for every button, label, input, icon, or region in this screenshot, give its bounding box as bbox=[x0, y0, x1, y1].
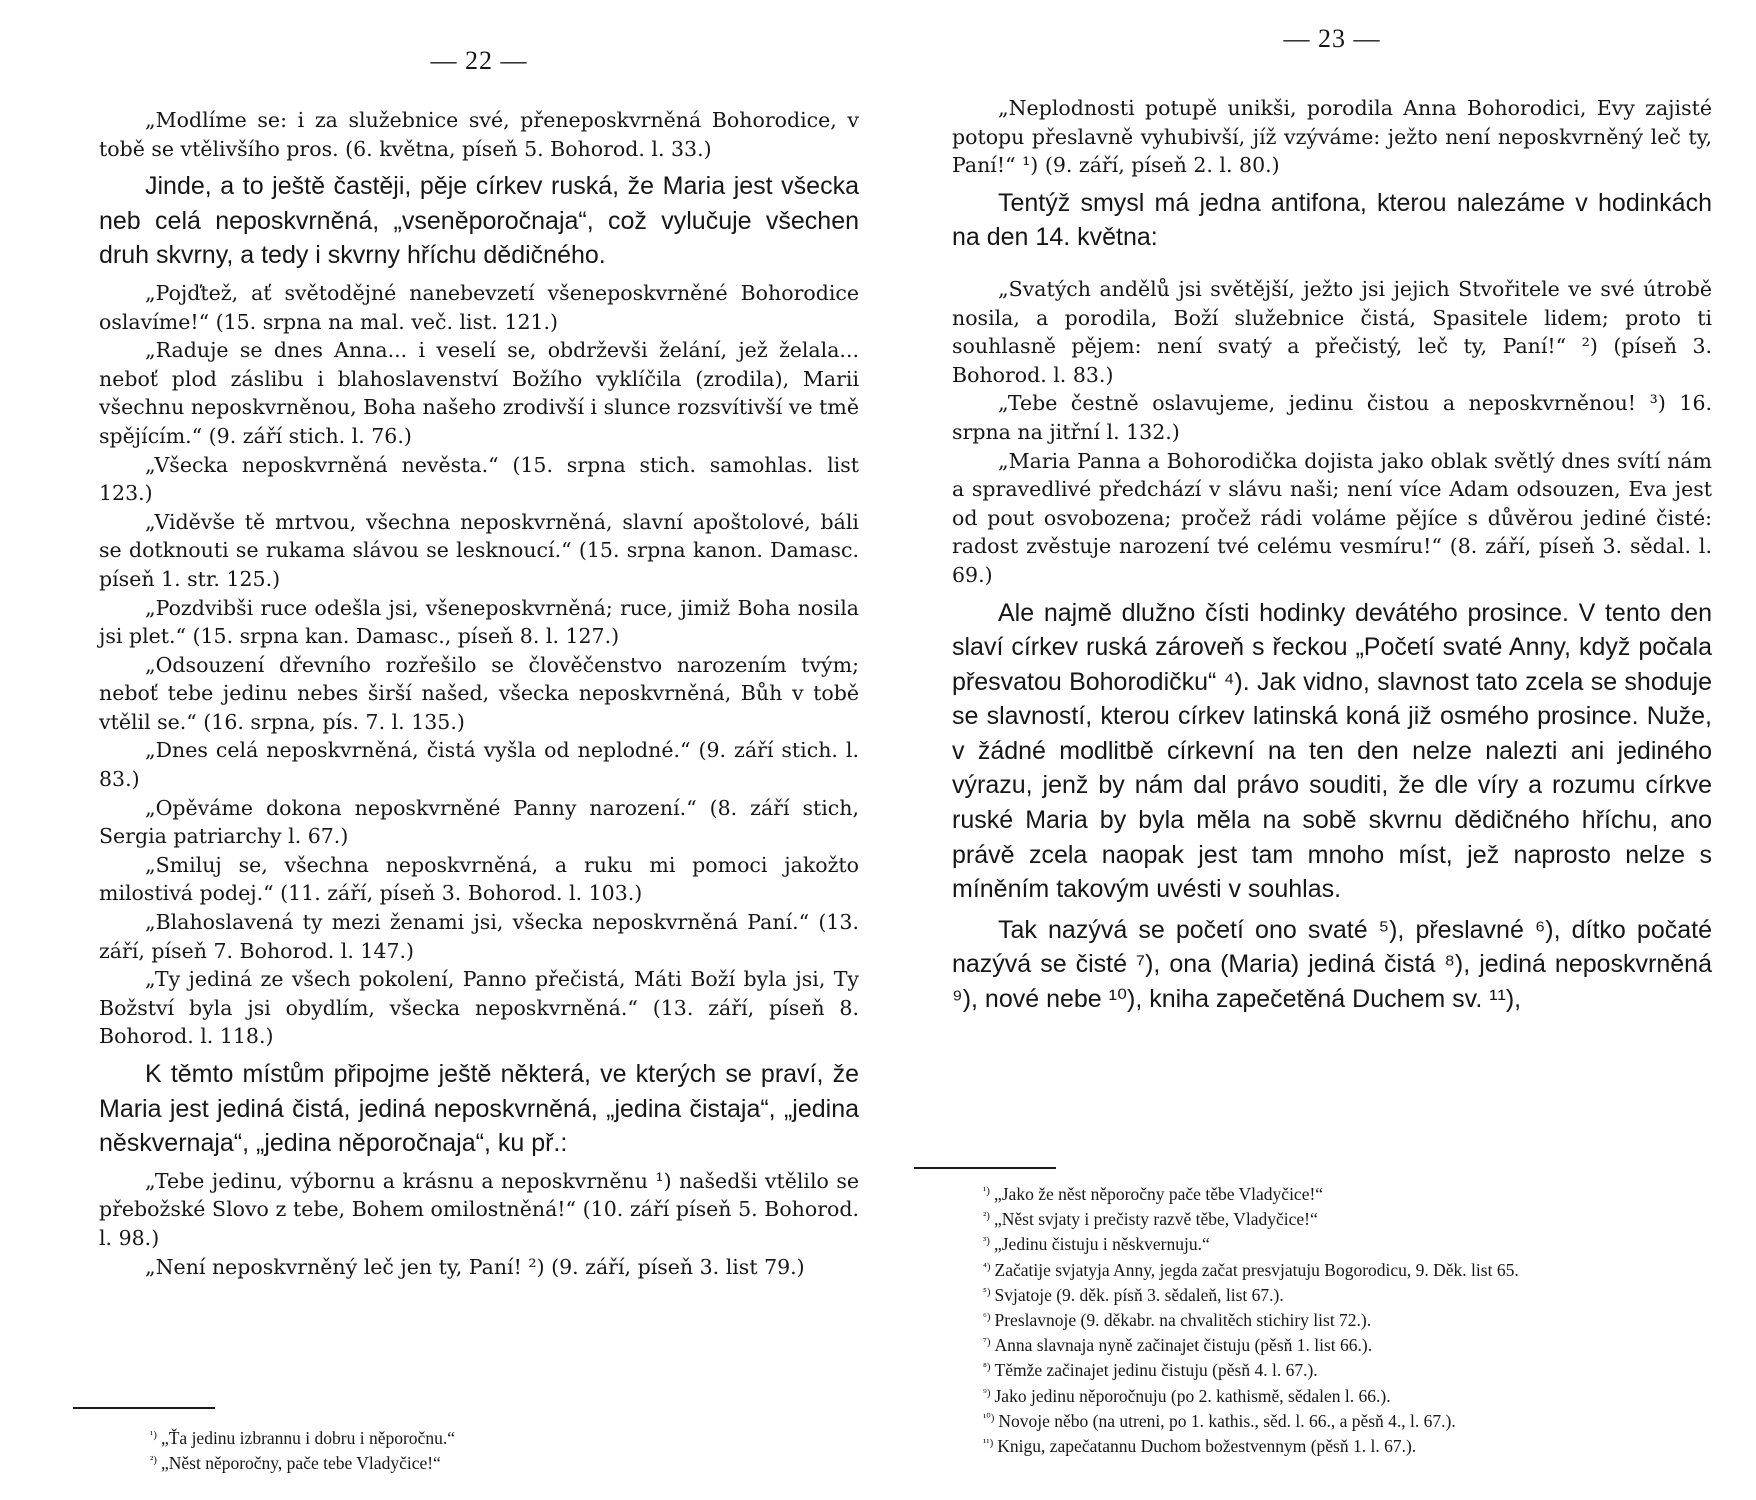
quote-paragraph: „Tebe čestně oslavujeme, jedinu čistou a neposkvrněnou! ³) 16. srpna na jitřní l. 132.) bbox=[952, 391, 1712, 444]
body-paragraph: Tentýž smysl má jedna antifona, kterou nalezáme v hodinkách na den 14. května: bbox=[952, 188, 1712, 252]
page-number: — 22 — bbox=[430, 46, 528, 75]
quote-paragraph: „Viděvše tě mrtvou, všechna neposkvrněná, slavní apoštolové, báli se dotknouti se rukama slávou se lesknoucí.“ (15. srpna kanon. Damasc. píseň 1. str. 125.) bbox=[99, 509, 859, 591]
footnote-rule bbox=[73, 1407, 215, 1409]
footnote bbox=[150, 1424, 850, 1449]
footnote bbox=[908, 1407, 1692, 1432]
footnote-text: Těmže začinajet jedinu čistuju (pěsň 4. l. 67.). bbox=[994, 1360, 1318, 1381]
footnote-mark: ⁵) bbox=[983, 1285, 991, 1298]
footnote-text: „Jedinu čistuju i něskvernuju.“ bbox=[993, 1234, 1210, 1255]
footnote bbox=[908, 1432, 1692, 1457]
footnote bbox=[908, 1205, 1692, 1230]
footnote-mark: ³) bbox=[983, 1235, 990, 1248]
body-paragraph: Jinde, a to ještě častěji, pěje církev ruská, že Maria jest všecka neb celá neposkvrněná, „vseněporočnaja“, což vylučuje všechen druh skvrny, a tedy i skvrny hříchu dědičného. bbox=[99, 172, 859, 270]
footnote-text: Preslavnoje (9. děkabr. na chvalitěch stichiry list 72.). bbox=[994, 1310, 1372, 1331]
quote-paragraph: „Svatých andělů jsi světější, ježto jsi jejich Stvořitele ve své útrobě nosila, a porodila, Boží služebnice čistá, Spasitele lidem; proto ti souhlasně pějem: není svatý a přečistý, leč ty, Paní!“ ²) (píseň 3. Bohorod. l. 83.) bbox=[952, 276, 1712, 387]
footnote-text: Začatije svjatyja Anny, jegda začat presvjatuju Bogorodicu, 9. Děk. list 65. bbox=[994, 1259, 1519, 1280]
quote-paragraph: „Dnes celá neposkvrněná, čistá vyšla od neplodné.“ (9. září stich. l. 83.) bbox=[99, 738, 859, 792]
footnote bbox=[908, 1230, 1692, 1255]
footnote-text: „Něst něporočny, pače tebe Vladyčice!“ bbox=[160, 1453, 441, 1474]
footnote-text: Jako jedinu něporočnuju (po 2. kathismě, sědalen l. 66.). bbox=[994, 1385, 1391, 1406]
quote-paragraph: „Odsouzení dřevního rozřešilo se člověčenstvo narozením tvým; neboť tebe jedinu nebes širší našed, všecka neposkvrněná, Bůh v tobě vtělil se.“ (16. srpna, pís. 7. l. 135.) bbox=[99, 652, 859, 734]
footnote bbox=[908, 1180, 1692, 1205]
footnote-mark: ⁹) bbox=[983, 1386, 991, 1399]
footnote-text: Svjatoje (9. děk. písň 3. sědaleň, list 67.). bbox=[994, 1284, 1284, 1305]
footnote-text: Novoje něbo (na utreni, po 1. kathis., sěd. l. 66., a pěsň 4., l. 67.). bbox=[998, 1410, 1456, 1431]
quote-paragraph: „Raduje se dnes Anna... i veselí se, obdrževši želání, jež želala... neboť plod záslibu i blahoslavenství Božího vyklíčila (zrodila), Marii všechnu neposkvrněnou, Boha našeho zrodivší i slunce rozsvítivší ve tmě spějícím.“ (9. září stich. l. 76.) bbox=[99, 338, 859, 448]
quote-paragraph: „Pozdvibši ruce odešla jsi, všeneposkvrněná; ruce, jimiž Boha nosila jsi plet.“ (15. srpna kan. Damasc., píseň 8. l. 127.) bbox=[99, 595, 859, 649]
footnote-text: „Něst svjaty i prečisty razvě těbe, Vladyčice!“ bbox=[993, 1209, 1318, 1230]
footnote bbox=[908, 1331, 1692, 1356]
quote-paragraph: „Ty jediná ze všech pokolení, Panno přečistá, Máti Boží byla jsi, Ty Božství byla jsi obydlím, všecka neposkvrněná.“ (13. září, píseň 8. Bohorod. l. 118.) bbox=[99, 967, 859, 1049]
page-number: — 23 — bbox=[1283, 24, 1381, 53]
footnote-text: Knigu, zapečatannu Duchom božestvennym (pěsň 1. l. 67.). bbox=[997, 1436, 1417, 1457]
quote-paragraph: „Maria Panna a Bohorodička dojista jako oblak světlý dnes svítí nám a spravedlivé předchází v slávu naši; není více Adam odsouzen, Eva jest od pout osvobozena; pročež rádi voláme pějíce s důvěrou jediné čisté: radost zvěstuje narození tvé celému vesmíru!“ (8. září, píseň 3. sědal. l. 69.) bbox=[952, 448, 1712, 587]
footnote-text: „Ťa jedinu izbrannu i dobru i něporočnu.“ bbox=[160, 1428, 455, 1448]
quote-paragraph: „Modlíme se: i za služebnice své, přeneposkvrněná Bohorodice, v tobě se vtělivšího pros. (6. května, píseň 5. Bohorod. l. 33.) bbox=[99, 108, 859, 161]
footnote bbox=[908, 1306, 1692, 1331]
footnotes bbox=[908, 1180, 1692, 1457]
body-paragraph: Tak nazývá se početí ono svaté ⁵), přeslavné ⁶), dítko počaté nazývá se čisté ⁷), ona (Maria) jediná čistá ⁸), jediná neposkvrněná ⁹), nové nebe ¹⁰), kniha zapečetěná Duchem sv. ¹¹), bbox=[952, 915, 1712, 1014]
spacer bbox=[952, 261, 1712, 275]
footnote-rule bbox=[914, 1167, 1056, 1169]
footnote-mark: ¹¹) bbox=[983, 1437, 994, 1450]
footnote bbox=[908, 1281, 1692, 1306]
footnote bbox=[150, 1449, 850, 1474]
quote-paragraph: „Neplodnosti potupě unikši, porodila Anna Bohorodici, Evy zajisté potopu přeslavně vyhubivší, jíž vzýváme: ježto není neposkvrněný leč ty, Paní!“ ¹) (9. září, píseň 2. l. 80.) bbox=[952, 96, 1712, 178]
footnote-mark: ⁷) bbox=[983, 1336, 991, 1349]
body-paragraph: Ale najmě dlužno čísti hodinky devátého prosince. V tento den slaví církev ruská zároveň s řeckou „Početí svaté Anny, když počala přesvatou Bohorodičku“ ⁴). Jak vidno, slavnost tato zcela se shoduje se slavností, kterou církev latinská koná již osmého prosince. Nuže, v žádné modlitbě církevní na ten den nelze nalezti ani jediného výrazu, jenž by nám dal právo souditi, že dle víry a rozumu církve ruské Maria by byla měla na sobě skvrnu dědičného hříchu, ano právě zcela naopak jest tam mnoho míst, jež naprosto nelze s míněním takovým uvésti v souhlas. bbox=[952, 598, 1712, 904]
footnote-text: Anna slavnaja nyně začinajet čistuju (pěsň 1. list 66.). bbox=[994, 1335, 1373, 1356]
footnote-text: „Jako že něst něporočny pače těbe Vladyčice!“ bbox=[993, 1184, 1324, 1204]
footnote-mark: ²) bbox=[150, 1454, 157, 1467]
footnote-mark: ⁴) bbox=[983, 1260, 991, 1273]
footnote bbox=[908, 1356, 1692, 1381]
quote-paragraph: „Tebe jedinu, výbornu a krásnu a neposkvrněnu ¹) našedši vtělilo se přebožské Slovo z tebe, Bohem omilostněná!“ (10. září píseň 5. Bohorod. l. 98.) bbox=[99, 1168, 859, 1250]
page-body bbox=[99, 106, 859, 1281]
quote-paragraph: „Není neposkvrněný leč jen ty, Paní! ²) (9. září, píseň 3. list 79.) bbox=[145, 1254, 805, 1279]
footnote-mark: ¹) bbox=[150, 1429, 157, 1441]
quote-paragraph: „Pojďtež, ať světodějné nanebevzetí všeneposkvrněné Bohorodice oslavíme!“ (15. srpna na mal. več. list. 121.) bbox=[99, 280, 859, 334]
footnote-mark: ⁸) bbox=[983, 1361, 991, 1374]
body-paragraph: K těmto místům připojme ještě některá, ve kterých se praví, že Maria jest jediná čistá, jediná neposkvrněná, „jedina čistaja“, „jedina něskvernaja“, „jedina něporočnaja“, ku př.: bbox=[99, 1060, 859, 1158]
quote-paragraph: „Všecka neposkvrněná nevěsta.“ (15. srpna stich. samohlas. list 123.) bbox=[99, 452, 859, 506]
footnote bbox=[908, 1256, 1692, 1281]
quote-paragraph: „Opěváme dokona neposkvrněné Panny narození.“ (8. září stich, Sergia patriarchy l. 67.) bbox=[99, 795, 859, 849]
footnotes bbox=[150, 1424, 850, 1474]
footnote-mark: ²) bbox=[983, 1210, 990, 1223]
footnote-mark: ¹) bbox=[983, 1185, 990, 1197]
footnote-mark: ¹⁰) bbox=[983, 1411, 995, 1424]
footnote-mark: ⁶) bbox=[983, 1311, 991, 1324]
quote-paragraph: „Blahoslavená ty mezi ženami jsi, všecka neposkvrněná Paní.“ (13. září, píseň 7. Bohorod. l. 147.) bbox=[99, 910, 859, 963]
footnote bbox=[908, 1382, 1692, 1407]
page-body bbox=[952, 94, 1712, 1023]
quote-paragraph: „Smiluj se, všechna neposkvrněná, a ruku mi pomoci jakožto milostivá podej.“ (11. září, píseň 3. Bohorod. l. 103.) bbox=[99, 852, 859, 906]
